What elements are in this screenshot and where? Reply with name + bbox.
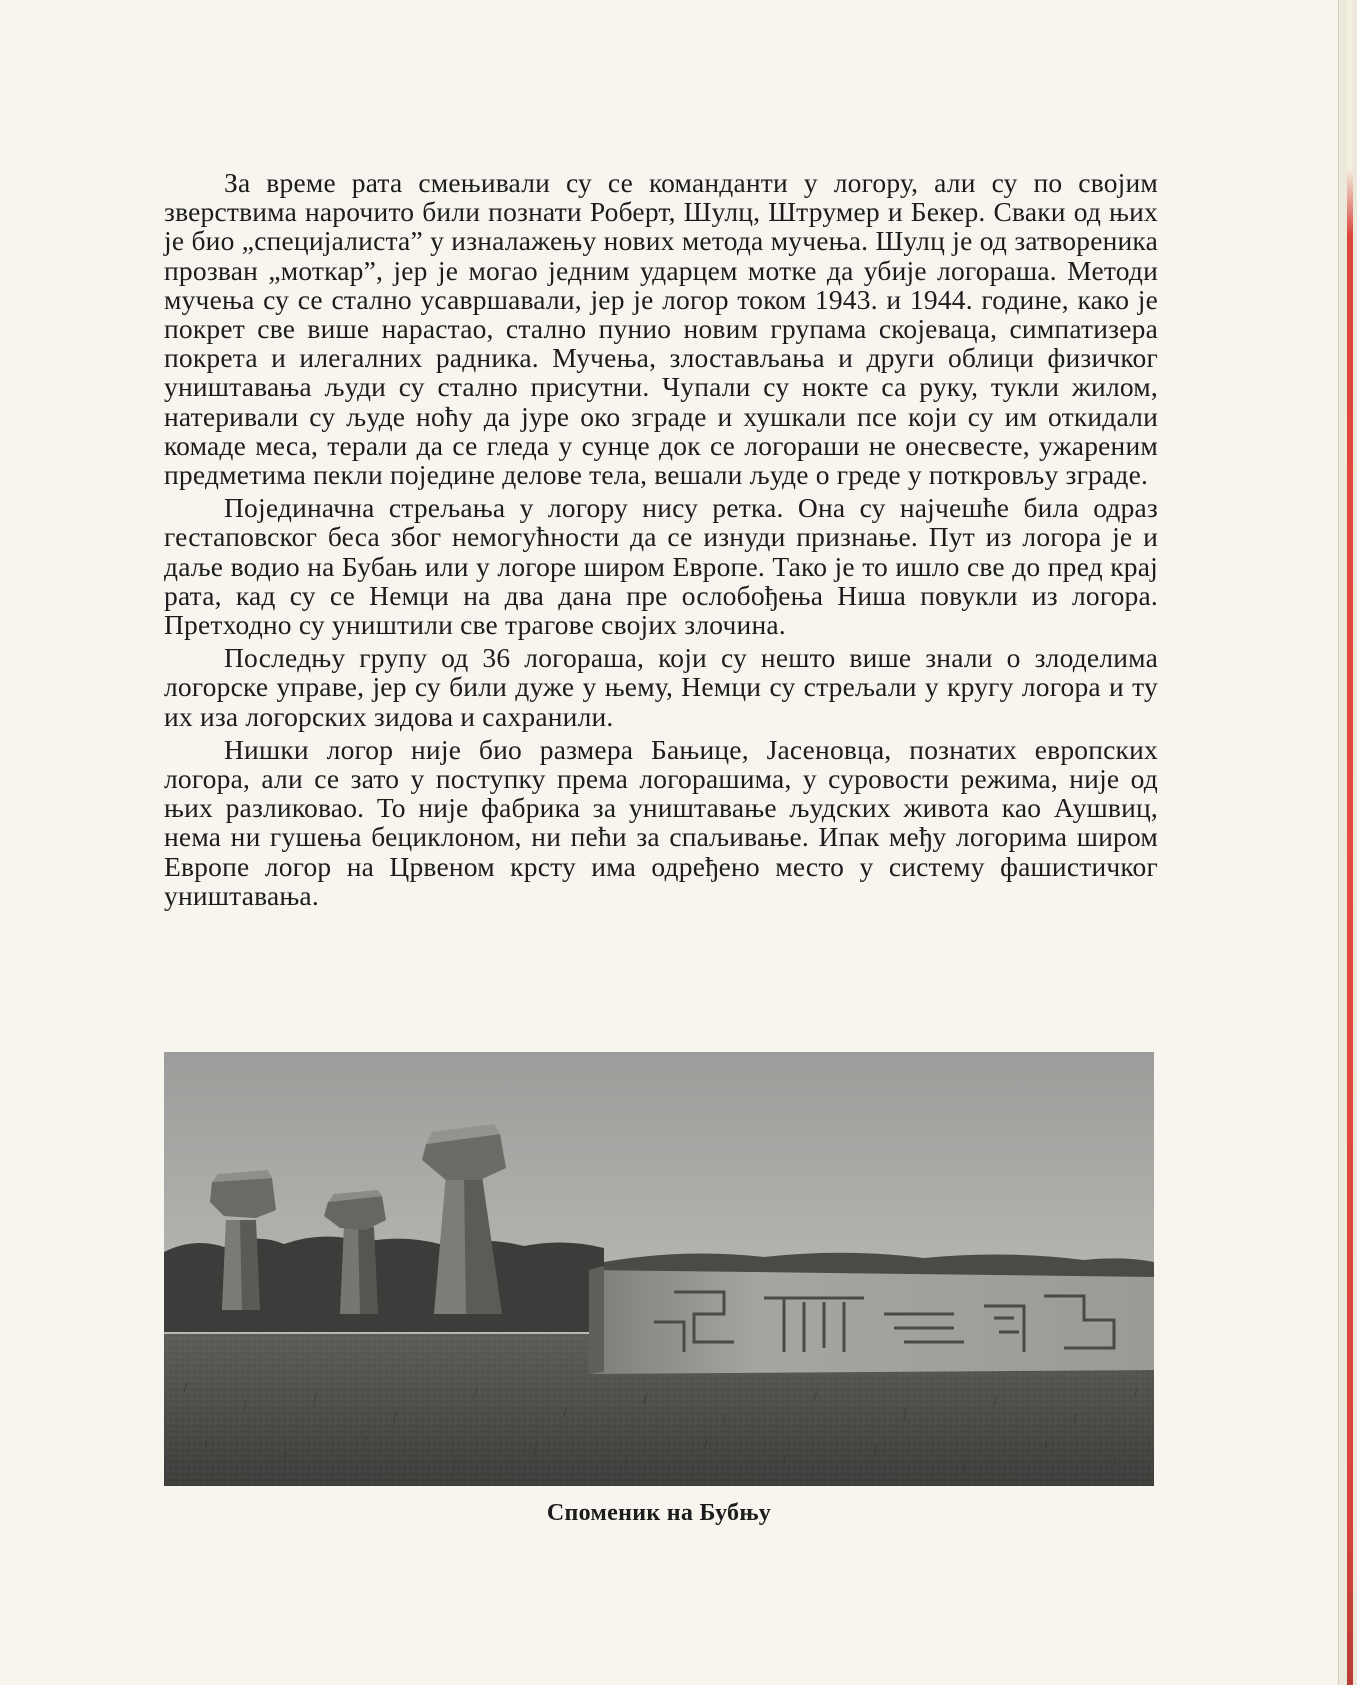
paragraph-3: Последњу групу од 36 логораша, који су нешто више знали о злоделима логорске управе, јер су били дуже у њему, Немци су стрељали у кругу логора и ту их иза логорских зидова и сахранили. <box>164 642 1158 732</box>
monument-photo-image <box>164 1052 1154 1486</box>
paragraph-2: Појединачна стрељања у логору нису ретка. Она су најчешће била одраз гестаповског беса због немогућности да се изнуди признање. Пут из логора је и даље водио на Бубањ или у логоре широм Европе. Тако је то ишло све до пред крај рата, кад су се Немци на два дана пре ослобођења Ниша повукли из логора. Претходно су уништили све трагове својих злочина. <box>164 492 1158 641</box>
red-cover-edge <box>1347 0 1353 1685</box>
monument-photo <box>164 1052 1154 1486</box>
paragraph-4: Нишки логор није био размера Бањице, Јасеновца, познатих европских логора, али се зато у поступку према логорашима, у суровости режима, није од њих разликовао. То није фабрика за уништавање људских живота као Аушвиц, нема ни гушења бециклоном, ни пећи за спаљивање. Ипак међу логорима широм Европе логор на Црвеном крсту има одређено место у систему фашистичког уништавања. <box>164 733 1158 911</box>
paragraph-1: За време рата смењивали су се команданти у логору, али су по својим зверствима нарочито били познати Роберт, Шулц, Штрумер и Бекер. Сваки од њих је био „специјалиста” у изналажењу нових метода мучења. Шулц је од затвореника прозван „моткар”, јер је могао једним ударцем мотке да убије логораша. Методи мучења су се стално усавршавали, јер је логор током 1943. и 1944. године, како је покрет све више нарастао, стално пунио новим групама скојеваца, симпатизера покрета и илегалних радника. Мучења, злостављања и други облици физичког уништавања људи су стално присутни. Чупали су нокте са руку, тукли жилом, натеривали су људе ноћу да јуре око зграде и хушкали псе који су им откидали комаде меса, терали да се гледа у сунце док се логораши не онесвесте, ужареним предметима пекли поједине делове тела, вешали људе о греде у поткровљу зграде. <box>164 167 1158 491</box>
article-text <box>164 168 1158 914</box>
photo-caption: Споменик на Бубњу <box>546 1500 772 1526</box>
